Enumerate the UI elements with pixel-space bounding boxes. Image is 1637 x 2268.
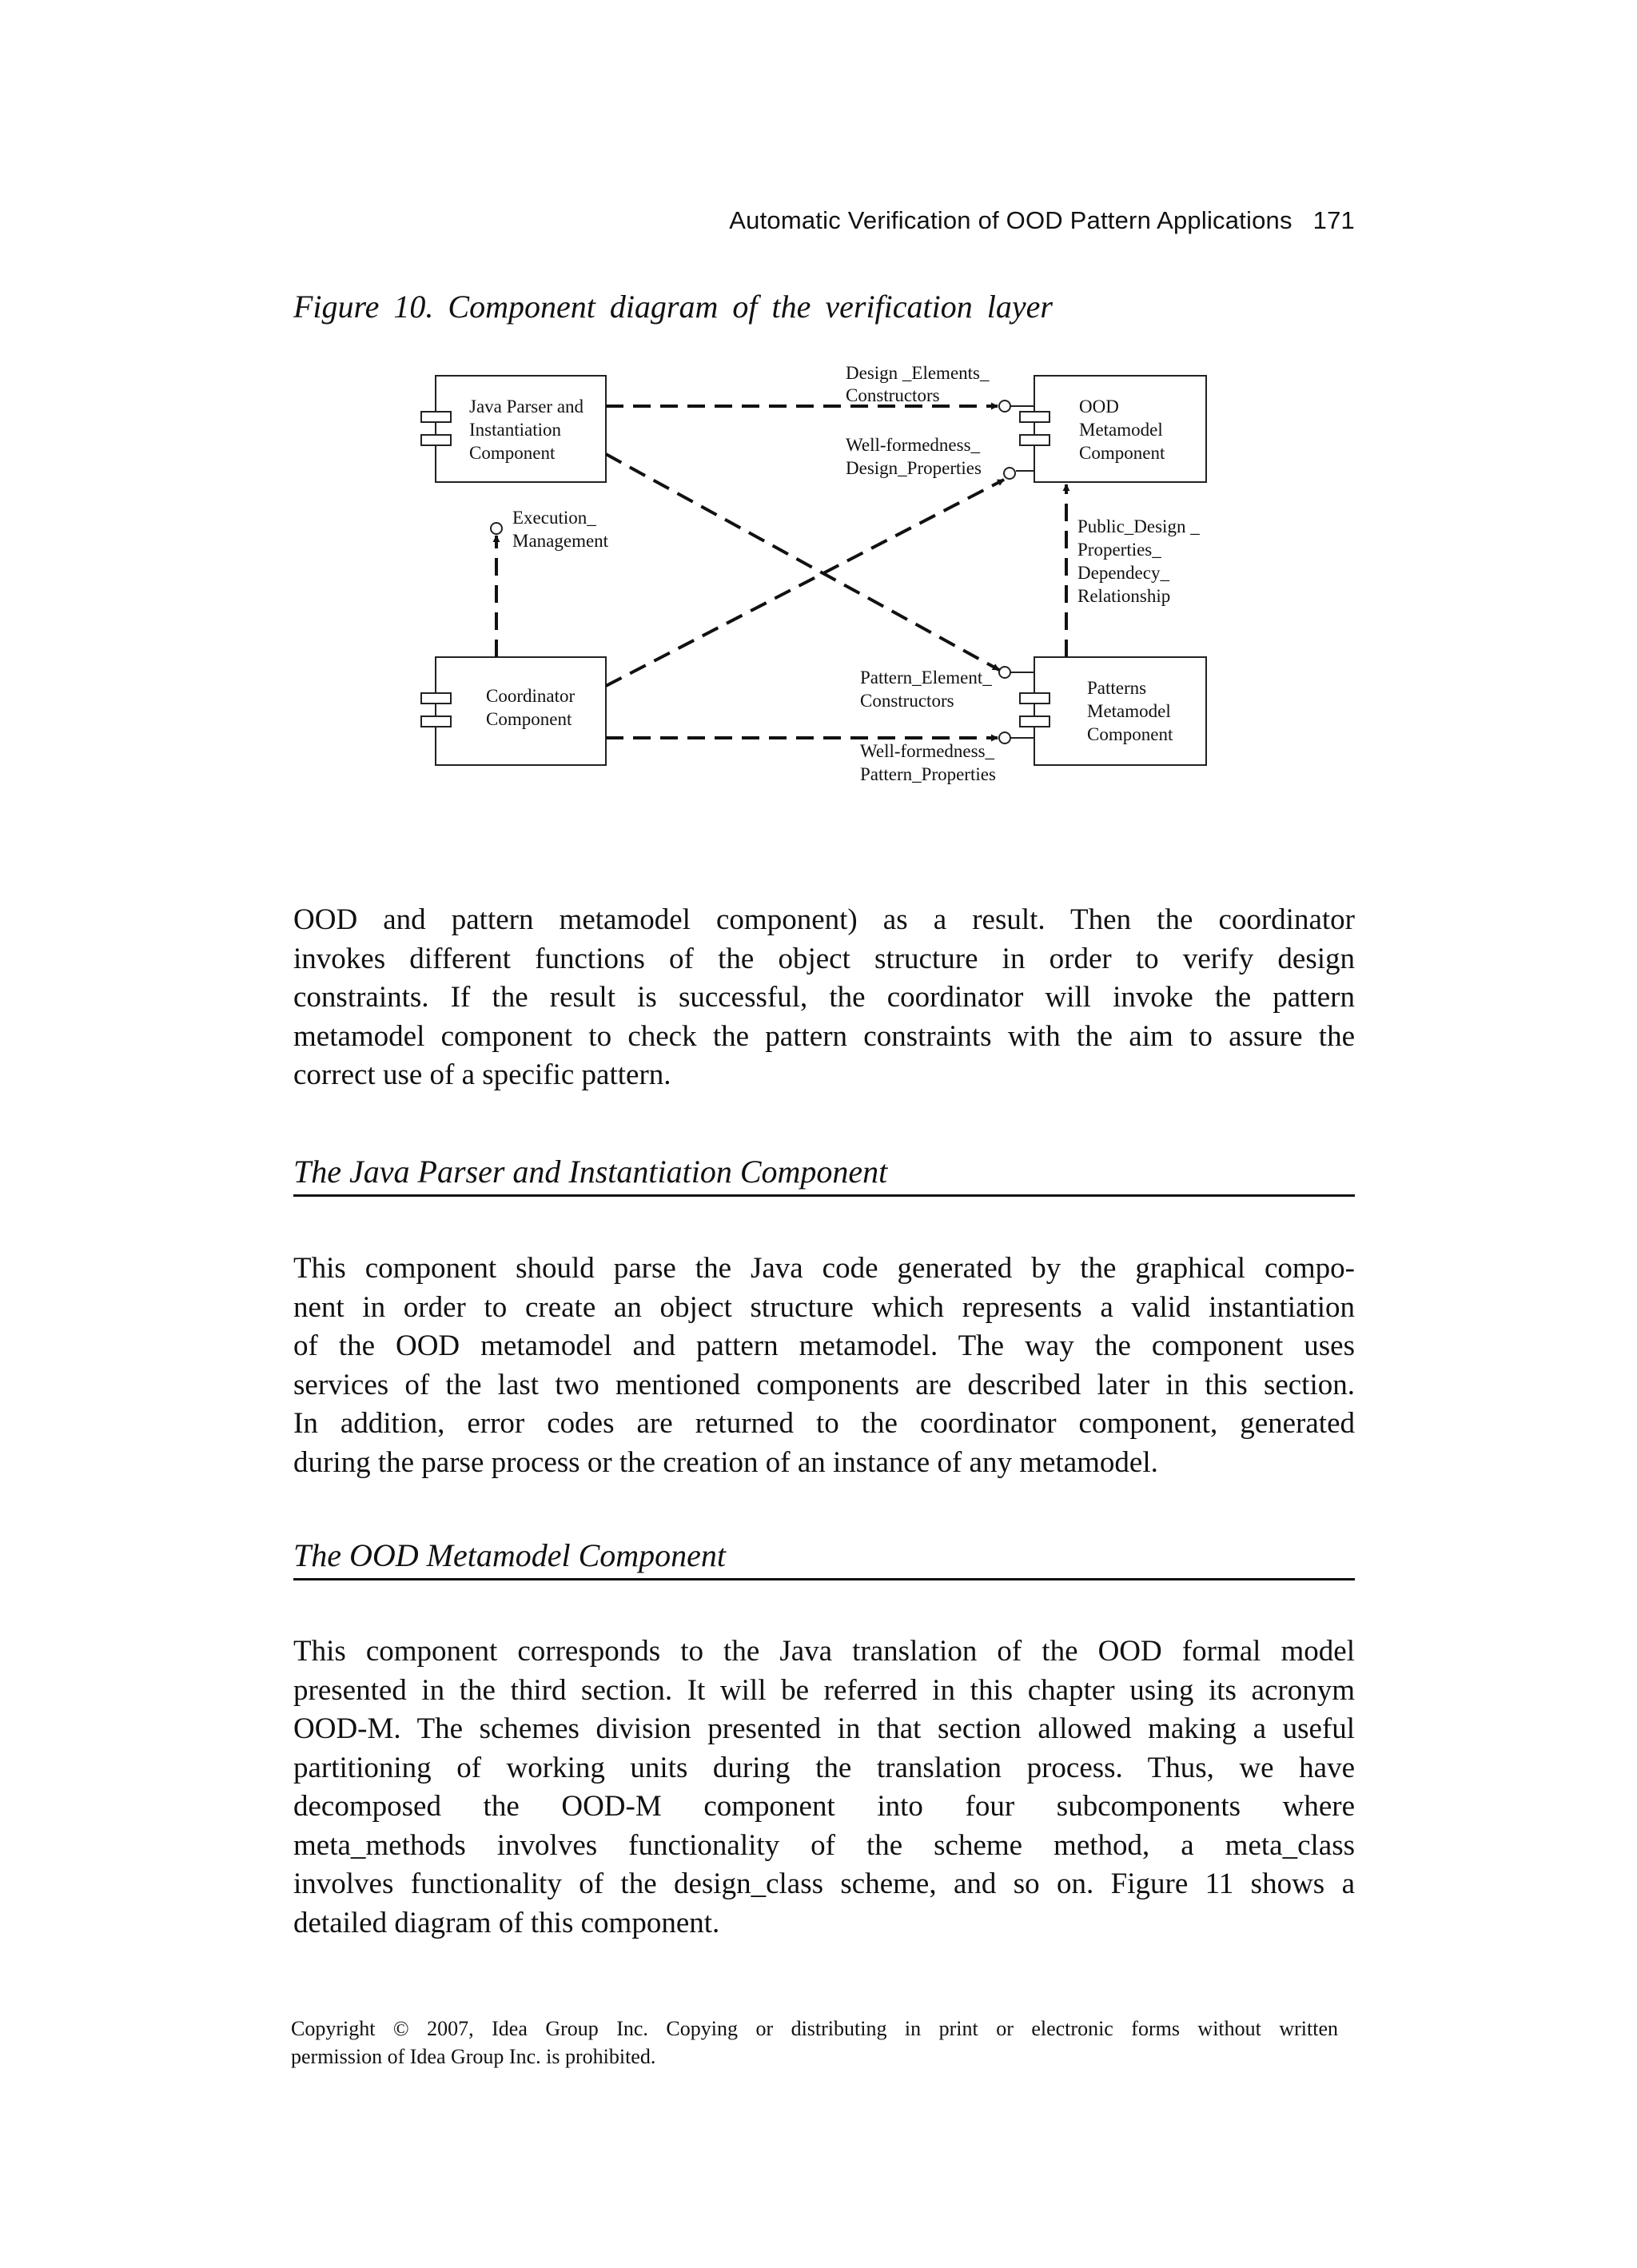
text-line: meta_methods involves functionality of the scheme method, a meta_class	[293, 1828, 1355, 1862]
patterns-metamodel-label-line: Metamodel	[1087, 701, 1171, 721]
interface-label-line: Design_Properties	[846, 458, 982, 478]
java-parser-component	[421, 376, 606, 482]
component-tab-icon	[421, 693, 451, 704]
component-diagram	[0, 0, 1637, 799]
ood-metamodel-component	[1020, 376, 1206, 482]
section1-paragraph	[293, 1250, 1355, 1482]
interface-circle	[1004, 468, 1015, 479]
text-line: OOD and pattern metamodel component) as a result. Then the coordinator	[293, 903, 1355, 936]
text-line: This component corresponds to the Java translation of the OOD formal model	[293, 1635, 1355, 1668]
interface-label-line: Design _Elements_	[846, 363, 990, 383]
coordinator-label-line: Component	[486, 709, 572, 729]
copyright-line: permission of Idea Group Inc. is prohibited.	[291, 2045, 656, 2068]
text-line: nent in order to create an object structure which represents a valid instantiation	[293, 1290, 1355, 1324]
interface-circle	[999, 732, 1010, 743]
dependency-coordinator-to-ood	[606, 480, 1004, 686]
ood-metamodel-label-line: Component	[1079, 443, 1165, 463]
coordinator-component	[421, 657, 606, 765]
patterns-metamodel-label-line: Patterns	[1087, 678, 1147, 698]
component-tab-icon	[1020, 716, 1050, 727]
text-line: during the parse process or the creation of an instance of any metamodel.	[293, 1445, 1158, 1479]
component-tab-icon	[1020, 412, 1050, 422]
component-tab-icon	[421, 435, 451, 445]
java-parser-label-line: Component	[469, 443, 556, 463]
interface-label-line: Pattern_Element_	[860, 668, 992, 688]
component-tab-icon	[421, 716, 451, 727]
text-line: correct use of a specific pattern.	[293, 1058, 671, 1091]
interface-label-line: Dependecy_	[1077, 563, 1169, 583]
section-heading-java-parser: The Java Parser and Instantiation Component	[293, 1154, 1355, 1197]
text-line: metamodel component to check the pattern constraints with the aim to assure the	[293, 1019, 1355, 1053]
text-line: invokes different functions of the object structure in order to verify design	[293, 942, 1355, 975]
component-tab-icon	[421, 412, 451, 422]
interface-circle	[999, 401, 1010, 412]
text-line: This component should parse the Java code generated by the graphical compo-	[293, 1252, 1355, 1285]
patterns-metamodel-component	[1020, 657, 1206, 765]
component-tab-icon	[1020, 693, 1050, 704]
text-line: OOD-M. The schemes division presented in that section allowed making a useful	[293, 1712, 1355, 1745]
text-line: presented in the third section. It will be referred in this chapter using its acronym	[293, 1673, 1355, 1707]
interface-label-line: Management	[512, 531, 609, 551]
interface-label-line: Pattern_Properties	[860, 764, 996, 784]
page-number: 171	[1312, 206, 1355, 234]
dependency-java-to-patterns	[606, 454, 999, 670]
section-heading-ood-metamodel: The OOD Metamodel Component	[293, 1538, 1355, 1580]
copyright-line: Copyright © 2007, Idea Group Inc. Copying or distributing in print or electronic forms without written	[291, 2017, 1338, 2040]
interface-label-line: Constructors	[846, 385, 940, 405]
running-title: Automatic Verification of OOD Pattern Applications	[729, 206, 1292, 234]
text-line: involves functionality of the design_class scheme, and so on. Figure 11 shows a	[293, 1867, 1355, 1900]
component-tab-icon	[1020, 435, 1050, 445]
interface-circle	[999, 667, 1010, 678]
interface-label-line: Properties_	[1077, 540, 1161, 560]
ood-metamodel-label-line: Metamodel	[1079, 420, 1163, 440]
text-line: of the OOD metamodel and pattern metamodel. The way the component uses	[293, 1329, 1355, 1362]
java-parser-label-line: Java Parser and	[469, 397, 584, 417]
interface-label-line: Execution_	[512, 508, 596, 528]
section2-paragraph	[293, 1632, 1355, 1943]
text-line: In addition, error codes are returned to the coordinator component, generated	[293, 1407, 1355, 1440]
text-line: services of the last two mentioned components are described later in this section.	[293, 1368, 1355, 1401]
intro-paragraph	[293, 901, 1355, 1095]
text-line: detailed diagram of this component.	[293, 1906, 720, 1939]
text-line: partitioning of working units during the translation process. Thus, we have	[293, 1751, 1355, 1784]
interface-circle	[491, 523, 502, 534]
interface-label-line: Constructors	[860, 691, 954, 711]
copyright-footer	[291, 2015, 1338, 2071]
text-line: decomposed the OOD-M component into four subcomponents where	[293, 1790, 1355, 1823]
interface-label-line: Well-formedness_	[846, 435, 981, 455]
coordinator-label-line: Coordinator	[486, 686, 576, 706]
interface-label-line: Relationship	[1077, 586, 1171, 606]
java-parser-label-line: Instantiation	[469, 420, 561, 440]
text-line: constraints. If the result is successful, the coordinator will invoke the pattern	[293, 981, 1355, 1014]
ood-metamodel-label-line: OOD	[1079, 397, 1119, 417]
figure-caption: Figure 10. Component diagram of the verification layer	[293, 289, 1053, 325]
patterns-metamodel-label-line: Component	[1087, 724, 1173, 744]
interface-label-line: Public_Design _	[1077, 516, 1200, 536]
interface-label-line: Well-formedness_	[860, 741, 995, 761]
